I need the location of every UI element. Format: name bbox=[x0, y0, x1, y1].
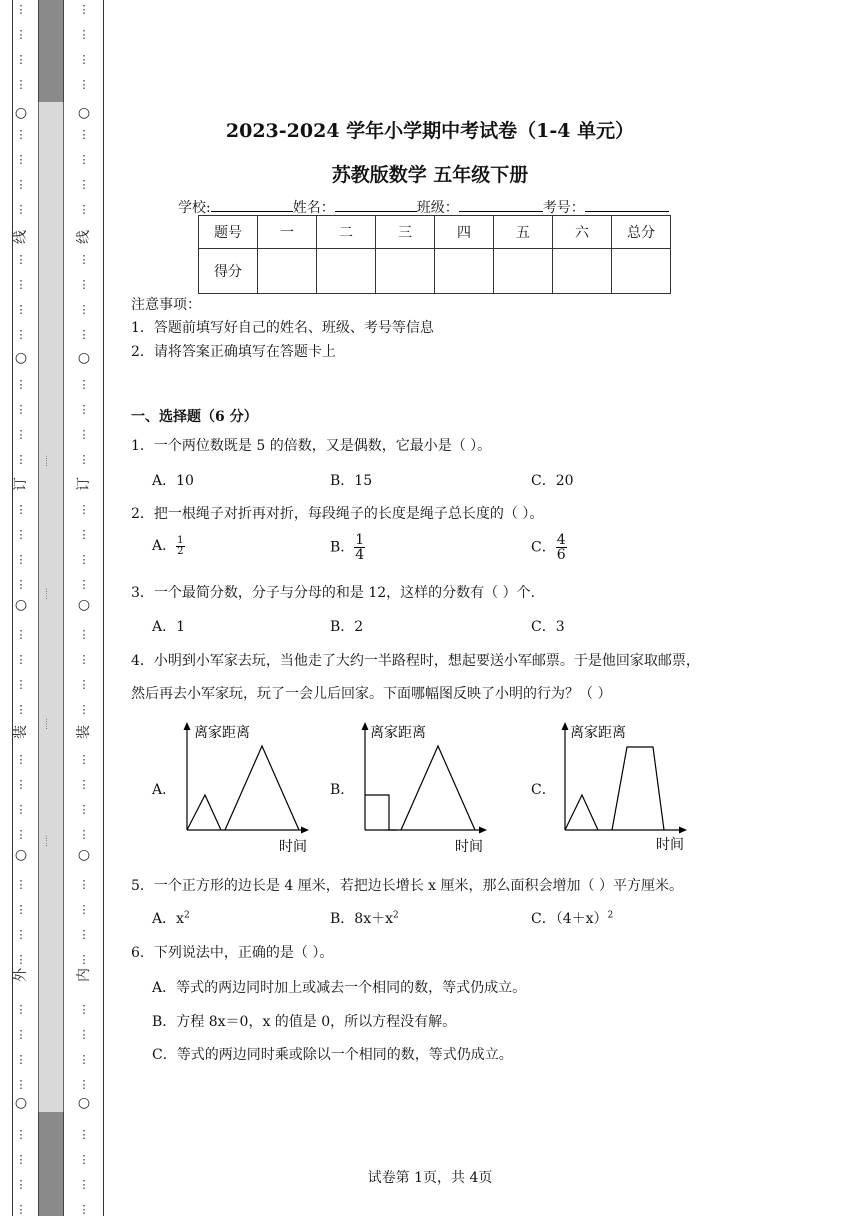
q6-option-b[interactable]: B．方程 8x＝0，x 的值是 0，所以方程没有解。 bbox=[152, 1014, 457, 1030]
score-cell[interactable] bbox=[317, 249, 376, 294]
dots-mark: ⋮ bbox=[15, 503, 27, 516]
dots-mark: ⋮ bbox=[78, 1028, 90, 1041]
dots-mark: ⋮ bbox=[15, 578, 27, 591]
margin-small-text: …‥ bbox=[44, 835, 52, 847]
graph-line bbox=[225, 746, 299, 830]
page-subtitle: 苏教版数学 五年级下册 bbox=[331, 164, 529, 186]
dots-mark: ⋮ bbox=[78, 628, 90, 641]
score-header-cell: 二 bbox=[317, 216, 376, 249]
q4-option-a[interactable]: A． bbox=[152, 782, 177, 798]
question-3: 3．一个最简分数，分子与分母的和是 12，这样的分数有（ ）个. bbox=[131, 585, 536, 601]
x-axis-label: 时间 bbox=[656, 837, 684, 853]
dots-mark: ⋮ bbox=[15, 703, 27, 716]
dots-mark: ⋮ bbox=[78, 178, 90, 191]
y-arrow-icon bbox=[362, 722, 369, 730]
dots-mark: ⋮ bbox=[78, 703, 90, 716]
dots-mark: ⋮ bbox=[15, 528, 27, 541]
dots-mark: ⋮ bbox=[15, 378, 27, 391]
class-label: 班级： bbox=[416, 200, 459, 216]
dots-mark: ⋮ bbox=[78, 928, 90, 941]
dots-mark: ⋮ bbox=[15, 903, 27, 916]
dots-mark: ⋮ bbox=[78, 403, 90, 416]
dots-mark: ⋮ bbox=[78, 653, 90, 666]
dots-mark: ⋮ bbox=[78, 153, 90, 166]
section-title: 一、选择题（6 分） bbox=[131, 409, 258, 425]
numerator: 1 bbox=[177, 534, 184, 546]
q4-option-b[interactable]: B． bbox=[330, 782, 355, 798]
name-field[interactable] bbox=[335, 197, 417, 212]
dots-mark: ⋮ bbox=[15, 628, 27, 641]
q2-option-c[interactable] bbox=[531, 533, 567, 562]
circle-mark-icon: ○ bbox=[14, 597, 28, 613]
q4-graph-c bbox=[553, 716, 693, 856]
dots-mark: ⋮ bbox=[15, 203, 27, 216]
notes-item: 1．答题前填写好自己的姓名、班级、考号等信息 bbox=[131, 320, 434, 336]
q2-b-label: B． bbox=[330, 539, 355, 556]
x-axis-label: 时间 bbox=[455, 839, 483, 855]
dots-mark: ⋮ bbox=[15, 153, 27, 166]
graph-line bbox=[565, 795, 598, 830]
dots-mark: ⋮ bbox=[78, 203, 90, 216]
score-header-cell: 题号 bbox=[199, 216, 258, 249]
q5-a-label: A．x bbox=[152, 911, 185, 927]
binding-label: 线 bbox=[13, 230, 29, 244]
notes-item: 2．请将答案正确填写在答题卡上 bbox=[131, 344, 336, 360]
dots-mark: ⋮ bbox=[15, 953, 27, 966]
page-title: 2023-2024 学年小学期中考试卷（1-4 单元） bbox=[225, 120, 635, 142]
dots-mark: ⋮ bbox=[15, 53, 27, 66]
dots-mark: ⋮ bbox=[15, 1078, 27, 1091]
circle-mark-icon: ○ bbox=[14, 105, 28, 121]
q3-option-a[interactable]: A．1 bbox=[152, 619, 186, 635]
score-header-cell: 总分 bbox=[612, 216, 671, 249]
binding-label: 外 bbox=[13, 968, 29, 982]
school-field[interactable] bbox=[211, 197, 293, 212]
q1-option-b[interactable]: B．15 bbox=[330, 473, 373, 489]
score-row-label: 得分 bbox=[199, 249, 258, 294]
circle-mark-icon: ○ bbox=[77, 350, 91, 366]
score-cell[interactable] bbox=[553, 249, 612, 294]
circle-mark-icon: ○ bbox=[77, 847, 91, 863]
x-arrow-icon bbox=[479, 827, 487, 834]
exam-no-label: 考号： bbox=[542, 200, 585, 216]
y-arrow-icon bbox=[184, 722, 191, 730]
dots-mark: ⋮ bbox=[78, 378, 90, 391]
dots-mark: ⋮ bbox=[78, 678, 90, 691]
score-header-cell: 五 bbox=[494, 216, 553, 249]
q5-option-a[interactable] bbox=[152, 908, 190, 928]
q4-graph-a bbox=[175, 716, 315, 856]
notes-title: 注意事项： bbox=[131, 297, 201, 313]
q6-option-c[interactable]: C．等式的两边同时乘或除以一个相同的数，等式仍成立。 bbox=[152, 1047, 513, 1063]
dots-mark: ⋮ bbox=[78, 578, 90, 591]
binding-label: 订 bbox=[13, 477, 29, 491]
circle-mark-icon: ○ bbox=[14, 350, 28, 366]
y-arrow-icon bbox=[562, 722, 569, 730]
dots-mark: ⋮ bbox=[78, 503, 90, 516]
q5-option-c[interactable] bbox=[531, 908, 613, 928]
dots-mark: ⋮ bbox=[78, 453, 90, 466]
dots-mark: ⋮ bbox=[15, 1003, 27, 1016]
dots-mark: ⋮ bbox=[78, 428, 90, 441]
question-4-line2: 然后再去小军家玩，玩了一会儿后回家。下面哪幅图反映了小明的行为？（ ） bbox=[131, 686, 612, 702]
q2-a-fraction bbox=[176, 536, 184, 557]
dots-mark: ⋮ bbox=[78, 878, 90, 891]
score-cell[interactable] bbox=[494, 249, 553, 294]
dots-mark: ⋮ bbox=[15, 128, 27, 141]
q2-c-label: C． bbox=[531, 539, 556, 556]
dots-mark: ⋮ bbox=[15, 428, 27, 441]
binding-label: 线 bbox=[76, 230, 92, 244]
dots-mark: ⋮ bbox=[15, 303, 27, 316]
dots-mark: ⋮ bbox=[15, 1128, 27, 1141]
dots-mark: ⋮ bbox=[15, 1178, 27, 1191]
circle-mark-icon: ○ bbox=[77, 105, 91, 121]
score-cell[interactable] bbox=[612, 249, 671, 294]
q2-b-fraction bbox=[354, 533, 365, 562]
q4-graph-b bbox=[353, 716, 493, 856]
dots-mark: ⋮ bbox=[78, 778, 90, 791]
dots-mark: ⋮ bbox=[78, 803, 90, 816]
q2-c-fraction bbox=[556, 533, 567, 562]
dots-mark: ⋮ bbox=[78, 53, 90, 66]
q1-option-c[interactable]: C．20 bbox=[531, 473, 574, 489]
q5-b-label: B．8x＋x bbox=[330, 911, 393, 927]
superscript: 2 bbox=[393, 910, 399, 921]
dots-mark: ⋮ bbox=[78, 1053, 90, 1066]
dots-mark: ⋮ bbox=[78, 1078, 90, 1091]
dots-mark: ⋮ bbox=[15, 3, 27, 16]
dots-mark: ⋮ bbox=[15, 453, 27, 466]
q2-option-b[interactable] bbox=[330, 533, 365, 562]
q2-a-label: A． bbox=[152, 538, 177, 554]
score-cell[interactable] bbox=[258, 249, 317, 294]
denominator: 4 bbox=[355, 547, 365, 563]
dots-mark: ⋮ bbox=[78, 128, 90, 141]
q4-option-c[interactable]: C． bbox=[531, 782, 556, 798]
dots-mark: ⋮ bbox=[78, 78, 90, 91]
q2-option-a[interactable] bbox=[152, 535, 185, 557]
dots-mark: ⋮ bbox=[15, 878, 27, 891]
dots-mark: ⋮ bbox=[78, 303, 90, 316]
q1-option-a[interactable]: A．10 bbox=[152, 473, 194, 489]
q3-option-b[interactable]: B．2 bbox=[330, 619, 364, 635]
dots-mark: ⋮ bbox=[15, 1153, 27, 1166]
dots-mark: ⋮ bbox=[78, 828, 90, 841]
dots-mark: ⋮ bbox=[15, 328, 27, 341]
q5-c-label: C．（4＋x） bbox=[531, 911, 608, 927]
dots-mark: ⋮ bbox=[15, 778, 27, 791]
score-cell[interactable] bbox=[376, 249, 435, 294]
binding-label: 内 bbox=[76, 968, 92, 982]
dots-mark: ⋮ bbox=[78, 1203, 90, 1216]
binding-label: 订 bbox=[76, 477, 92, 491]
circle-mark-icon: ○ bbox=[14, 847, 28, 863]
dots-mark: ⋮ bbox=[78, 278, 90, 291]
dots-mark: ⋮ bbox=[78, 28, 90, 41]
q5-option-b[interactable] bbox=[330, 908, 399, 928]
dots-mark: ⋮ bbox=[15, 928, 27, 941]
graph-line bbox=[612, 747, 664, 830]
q3-option-c[interactable]: C．3 bbox=[531, 619, 565, 635]
dots-mark: ⋮ bbox=[78, 253, 90, 266]
dots-mark: ⋮ bbox=[15, 1053, 27, 1066]
exam-no-field[interactable] bbox=[585, 197, 669, 212]
circle-mark-icon: ○ bbox=[77, 1095, 91, 1111]
denominator: 2 bbox=[177, 545, 184, 557]
score-header-cell: 六 bbox=[553, 216, 612, 249]
dots-mark: ⋮ bbox=[78, 553, 90, 566]
numerator: 4 bbox=[556, 532, 566, 548]
circle-mark-icon: ○ bbox=[77, 597, 91, 613]
binding-label: 装 bbox=[76, 725, 92, 739]
y-axis-label: 离家距离 bbox=[570, 725, 626, 741]
question-6: 6．下列说法中，正确的是（ ）。 bbox=[131, 945, 334, 961]
dots-mark: ⋮ bbox=[15, 178, 27, 191]
x-axis-label: 时间 bbox=[279, 839, 307, 855]
score-header-cell: 四 bbox=[435, 216, 494, 249]
margin-small-text: …‥ bbox=[44, 455, 52, 467]
margin-small-text: …‥ bbox=[44, 588, 52, 600]
numerator: 1 bbox=[355, 532, 365, 548]
score-table bbox=[198, 215, 671, 294]
dots-mark: ⋮ bbox=[15, 28, 27, 41]
dots-mark: ⋮ bbox=[15, 278, 27, 291]
dots-mark: ⋮ bbox=[78, 528, 90, 541]
dots-mark: ⋮ bbox=[78, 1153, 90, 1166]
dots-mark: ⋮ bbox=[15, 553, 27, 566]
dots-mark: ⋮ bbox=[15, 803, 27, 816]
x-arrow-icon bbox=[679, 827, 687, 834]
dots-mark: ⋮ bbox=[78, 1178, 90, 1191]
dots-mark: ⋮ bbox=[15, 253, 27, 266]
binding-label: 装 bbox=[13, 725, 29, 739]
question-2: 2．把一根绳子对折再对折，每段绳子的长度是绳子总长度的（ ）。 bbox=[131, 506, 544, 522]
score-cell[interactable] bbox=[435, 249, 494, 294]
dots-mark: ⋮ bbox=[78, 3, 90, 16]
dots-mark: ⋮ bbox=[15, 1203, 27, 1216]
name-label: 姓名： bbox=[292, 200, 335, 216]
dots-mark: ⋮ bbox=[15, 828, 27, 841]
y-axis-label: 离家距离 bbox=[370, 725, 426, 741]
student-info-line bbox=[178, 197, 669, 217]
dots-mark: ⋮ bbox=[78, 1128, 90, 1141]
page-footer: 试卷第 1页，共 4页 bbox=[367, 1170, 493, 1186]
dots-mark: ⋮ bbox=[78, 753, 90, 766]
question-1: 1．一个两位数既是 5 的倍数，又是偶数，它最小是（ ）。 bbox=[131, 438, 492, 454]
score-header-cell: 三 bbox=[376, 216, 435, 249]
dots-mark: ⋮ bbox=[15, 653, 27, 666]
question-4-line1: 4．小明到小军家去玩，当他走了大约一半路程时，想起要送小军邮票。于是他回家取邮票， bbox=[131, 653, 700, 669]
dots-mark: ⋮ bbox=[15, 1028, 27, 1041]
dots-mark: ⋮ bbox=[78, 1003, 90, 1016]
graph-line bbox=[401, 746, 475, 830]
graph-line bbox=[365, 795, 397, 830]
dots-mark: ⋮ bbox=[15, 678, 27, 691]
x-arrow-icon bbox=[301, 827, 309, 834]
margin-dark-bottom bbox=[38, 1112, 64, 1216]
dots-mark: ⋮ bbox=[15, 78, 27, 91]
graph-line bbox=[187, 795, 221, 830]
margin-dark-top bbox=[38, 0, 64, 102]
denominator: 6 bbox=[556, 547, 566, 563]
circle-mark-icon: ○ bbox=[14, 1095, 28, 1111]
score-header-cell: 一 bbox=[258, 216, 317, 249]
y-axis-label: 离家距离 bbox=[194, 725, 250, 741]
margin-small-text: …‥ bbox=[44, 718, 52, 730]
dots-mark: ⋮ bbox=[78, 903, 90, 916]
school-label: 学校: bbox=[178, 200, 211, 216]
dots-mark: ⋮ bbox=[78, 953, 90, 966]
q6-option-a[interactable]: A．等式的两边同时加上或减去一个相同的数，等式仍成立。 bbox=[152, 980, 527, 996]
dots-mark: ⋮ bbox=[15, 753, 27, 766]
superscript: 2 bbox=[184, 910, 190, 921]
superscript: 2 bbox=[607, 910, 614, 921]
class-field[interactable] bbox=[459, 197, 543, 212]
dots-mark: ⋮ bbox=[15, 403, 27, 416]
dots-mark: ⋮ bbox=[78, 328, 90, 341]
question-5: 5．一个正方形的边长是 4 厘米，若把边长增长 x 厘米，那么面积会增加（ ）平方厘米。 bbox=[131, 878, 683, 894]
